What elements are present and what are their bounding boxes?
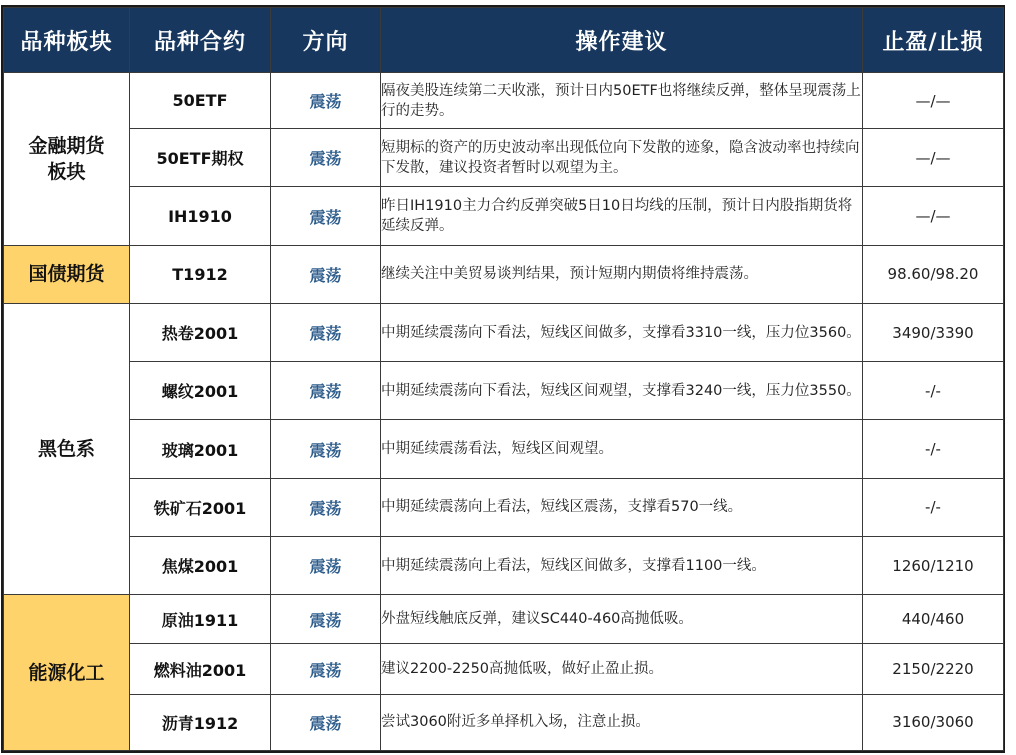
advice-cell: 中期延续震荡看法，短线区间观望。 [381, 420, 863, 478]
advice-cell: 隔夜美股连续第二天收涨，预计日内50ETF也将继续反弹，整体呈现震荡上行的走势。 [381, 73, 863, 129]
header-row [4, 8, 1004, 73]
table-row [4, 694, 1004, 750]
table-row [4, 303, 1004, 361]
direction-cell: 震荡 [271, 362, 381, 420]
contract-cell: 热卷2001 [130, 303, 271, 361]
direction-cell: 震荡 [271, 420, 381, 478]
contract-cell: 燃料油2001 [130, 644, 271, 694]
table-row [4, 420, 1004, 478]
direction-cell: 震荡 [271, 73, 381, 129]
header-stop: 止盈/止损 [863, 8, 1004, 73]
direction-cell: 震荡 [271, 303, 381, 361]
direction-cell: 震荡 [271, 644, 381, 694]
advice-cell: 继续关注中美贸易谈判结果，预计短期内期债将维持震荡。 [381, 245, 863, 303]
contract-cell: 50ETF期权 [130, 129, 271, 187]
stop-loss-cell: -/- [863, 478, 1004, 536]
contract-cell: 焦煤2001 [130, 536, 271, 594]
header-contract: 品种合约 [130, 8, 271, 73]
table-row [4, 187, 1004, 245]
contract-cell: 螺纹2001 [130, 362, 271, 420]
stop-loss-cell: 98.60/98.20 [863, 245, 1004, 303]
sector-cell: 能源化工 [4, 595, 130, 751]
contract-cell: T1912 [130, 245, 271, 303]
direction-cell: 震荡 [271, 595, 381, 644]
stop-loss-cell: -/- [863, 362, 1004, 420]
sector-cell: 黑色系 [4, 303, 130, 594]
advice-cell: 短期标的资产的历史波动率出现低位向下发散的迹象，隐含波动率也持续向下发散，建议投资者暂时以观望为主。 [381, 129, 863, 187]
header-sector: 品种板块 [4, 8, 130, 73]
table-row [4, 595, 1004, 644]
header-direction: 方向 [271, 8, 381, 73]
table-row [4, 129, 1004, 187]
advice-cell: 建议2200-2250高抛低吸，做好止盈止损。 [381, 644, 863, 694]
contract-cell: 铁矿石2001 [130, 478, 271, 536]
advice-cell: 昨日IH1910主力合约反弹突破5日10日均线的压制，预计日内股指期货将延续反弹。 [381, 187, 863, 245]
table-row [4, 73, 1004, 129]
stop-loss-cell: 3160/3060 [863, 694, 1004, 750]
advice-cell: 中期延续震荡向下看法，短线区间做多，支撑看3310一线，压力位3560。 [381, 303, 863, 361]
sector-cell: 金融期货 板块 [4, 73, 130, 246]
stop-loss-cell: 2150/2220 [863, 644, 1004, 694]
direction-cell: 震荡 [271, 478, 381, 536]
contract-cell: 50ETF [130, 73, 271, 129]
advice-cell: 尝试3060附近多单择机入场，注意止损。 [381, 694, 863, 750]
advice-cell: 中期延续震荡向上看法，短线区间做多，支撑看1100一线。 [381, 536, 863, 594]
stop-loss-cell: —/— [863, 187, 1004, 245]
stop-loss-cell: 440/460 [863, 595, 1004, 644]
sector-cell: 国债期货 [4, 245, 130, 303]
stop-loss-cell: 1260/1210 [863, 536, 1004, 594]
table-row [4, 362, 1004, 420]
contract-cell: 沥青1912 [130, 694, 271, 750]
stop-loss-cell: —/— [863, 129, 1004, 187]
direction-cell: 震荡 [271, 536, 381, 594]
contract-cell: IH1910 [130, 187, 271, 245]
direction-cell: 震荡 [271, 129, 381, 187]
futures-advice-table [3, 7, 1004, 751]
stop-loss-cell: -/- [863, 420, 1004, 478]
stop-loss-cell: —/— [863, 73, 1004, 129]
advice-cell: 外盘短线触底反弹，建议SC440-460高抛低吸。 [381, 595, 863, 644]
table-row [4, 536, 1004, 594]
contract-cell: 原油1911 [130, 595, 271, 644]
advice-cell: 中期延续震荡向下看法，短线区间观望，支撑看3240一线，压力位3550。 [381, 362, 863, 420]
header-advice: 操作建议 [381, 8, 863, 73]
direction-cell: 震荡 [271, 187, 381, 245]
advice-cell: 中期延续震荡向上看法，短线区震荡，支撑看570一线。 [381, 478, 863, 536]
stop-loss-cell: 3490/3390 [863, 303, 1004, 361]
direction-cell: 震荡 [271, 245, 381, 303]
direction-cell: 震荡 [271, 694, 381, 750]
contract-cell: 玻璃2001 [130, 420, 271, 478]
table-row [4, 478, 1004, 536]
table-row [4, 644, 1004, 694]
table-row [4, 245, 1004, 303]
